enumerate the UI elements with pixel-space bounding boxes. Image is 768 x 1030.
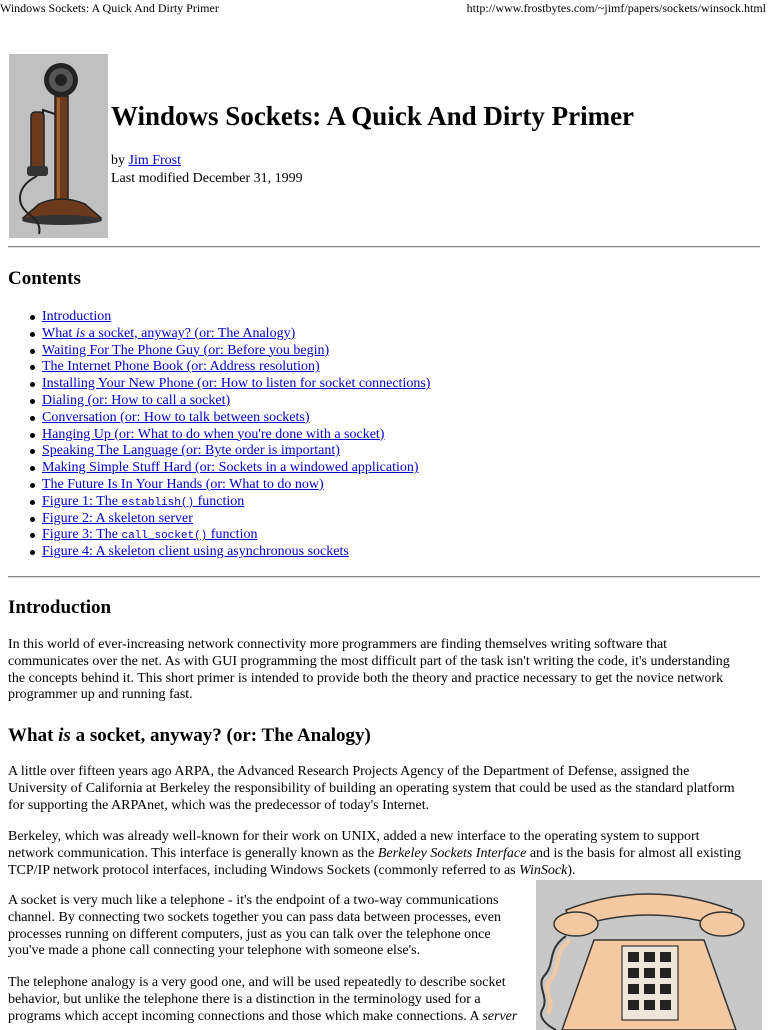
toc-item [27, 494, 430, 511]
toc-item [27, 527, 430, 544]
toc-link-address-resolution[interactable]: The Internet Phone Book (or: Address resolution) [42, 359, 320, 375]
toc-item [27, 309, 430, 326]
table-of-contents [27, 309, 430, 561]
toc-link-figure-4[interactable]: Figure 4: A skeleton client using asynchronous sockets [42, 544, 349, 560]
divider-top [8, 246, 760, 248]
toc-item [27, 511, 430, 528]
toc-link-listen[interactable]: Installing Your New Phone (or: How to listen for socket connections) [42, 376, 431, 392]
toc-item [27, 376, 430, 393]
analogy-heading: What is a socket, anyway? (or: The Analogy) [8, 725, 371, 746]
toc-item [27, 326, 430, 343]
toc-link-figure-1[interactable]: Figure 1: The establish() function [42, 493, 245, 509]
toc-link-dialing[interactable]: Dialing (or: How to call a socket) [42, 392, 231, 408]
divider-contents [8, 576, 760, 578]
contents-heading: Contents [8, 268, 81, 289]
analogy-paragraph-3: A socket is very much like a telephone - it's the endpoint of a two-way communications channel. By connecting two sockets together you can pass data between processes, even processes running on different computers, just as you can talk over the telephone once you've made a phone call connecting your telephone with someone else's. [8, 893, 501, 959]
toc-link-byte-order[interactable]: Speaking The Language (or: Byte order is important) [42, 443, 340, 459]
byline [111, 152, 303, 188]
toc-item [27, 359, 430, 376]
toc-item [27, 343, 430, 360]
page-title: Windows Sockets: A Quick And Dirty Primer [111, 101, 635, 131]
toc-link-analogy[interactable]: What is a socket, anyway? (or: The Analogy) [42, 325, 296, 341]
toc-item [27, 477, 430, 494]
toc-item [27, 544, 430, 561]
toc-item [27, 460, 430, 477]
introduction-heading: Introduction [8, 597, 112, 618]
toc-item [27, 410, 430, 427]
author-link[interactable]: Jim Frost [128, 153, 182, 168]
toc-link-hanging-up[interactable]: Hanging Up (or: What to do when you're done with a socket) [42, 426, 385, 442]
last-modified: Last modified December 31, 1999 [111, 171, 303, 186]
title-block [9, 54, 761, 238]
analogy-paragraph-2: Berkeley, which was already well-known for their work on UNIX, added a new interface to the operating system to support network communication. This interface is generally known as the Berkeley Sockets Interface and is the basis for almost all existing TCP/IP network protocol interfaces, including Windows Sockets (commonly referred to as WinSock). [8, 829, 741, 878]
print-header [0, 0, 768, 16]
desk-telephone-icon [536, 880, 762, 1030]
analogy-paragraph-4: The telephone analogy is a very good one, and will be used repeatedly to describe socket behavior, but unlike the telephone there is a distinction in the terminology used for a programs which accept incoming connections and those which make connections. A server [8, 975, 518, 1024]
toc-item [27, 443, 430, 460]
candlestick-telephone-icon [9, 54, 108, 238]
toc-item [27, 393, 430, 410]
toc-link-figure-2[interactable]: Figure 2: A skeleton server [42, 510, 193, 526]
print-header-title: Windows Sockets: A Quick And Dirty Primer [0, 1, 219, 15]
intro-paragraph: In this world of ever-increasing network connectivity more programmers are finding themselves writing software that communicates over the net. As with GUI programming the most difficult part of the task isn't writing the code, it's understanding the concepts behind it. This short primer is intended to provide both the theory and practice necessary to get the novice network programmer up and running fast. [8, 637, 730, 703]
toc-link-introduction[interactable]: Introduction [42, 309, 112, 324]
toc-link-figure-3[interactable]: Figure 3: The call_socket() function [42, 527, 258, 543]
analogy-paragraph-1: A little over fifteen years ago ARPA, the Advanced Research Projects Agency of the Department of Defense, assigned the University of California at Berkeley the responsibility of building an operating system that could be used as the standard platform for supporting the ARPAnet, which was the predecessor of today's Internet. [8, 764, 735, 813]
by-prefix: by [111, 153, 125, 168]
toc-link-windowed[interactable]: Making Simple Stuff Hard (or: Sockets in a windowed application) [42, 460, 419, 476]
print-header-url: http://www.frostbytes.com/~jimf/papers/sockets/winsock.html [466, 1, 766, 15]
toc-link-before-you-begin[interactable]: Waiting For The Phone Guy (or: Before you begin) [42, 342, 330, 358]
toc-item [27, 427, 430, 444]
toc-link-future[interactable]: The Future Is In Your Hands (or: What to do now) [42, 476, 324, 492]
toc-link-conversation[interactable]: Conversation (or: How to talk between sockets) [42, 409, 310, 425]
